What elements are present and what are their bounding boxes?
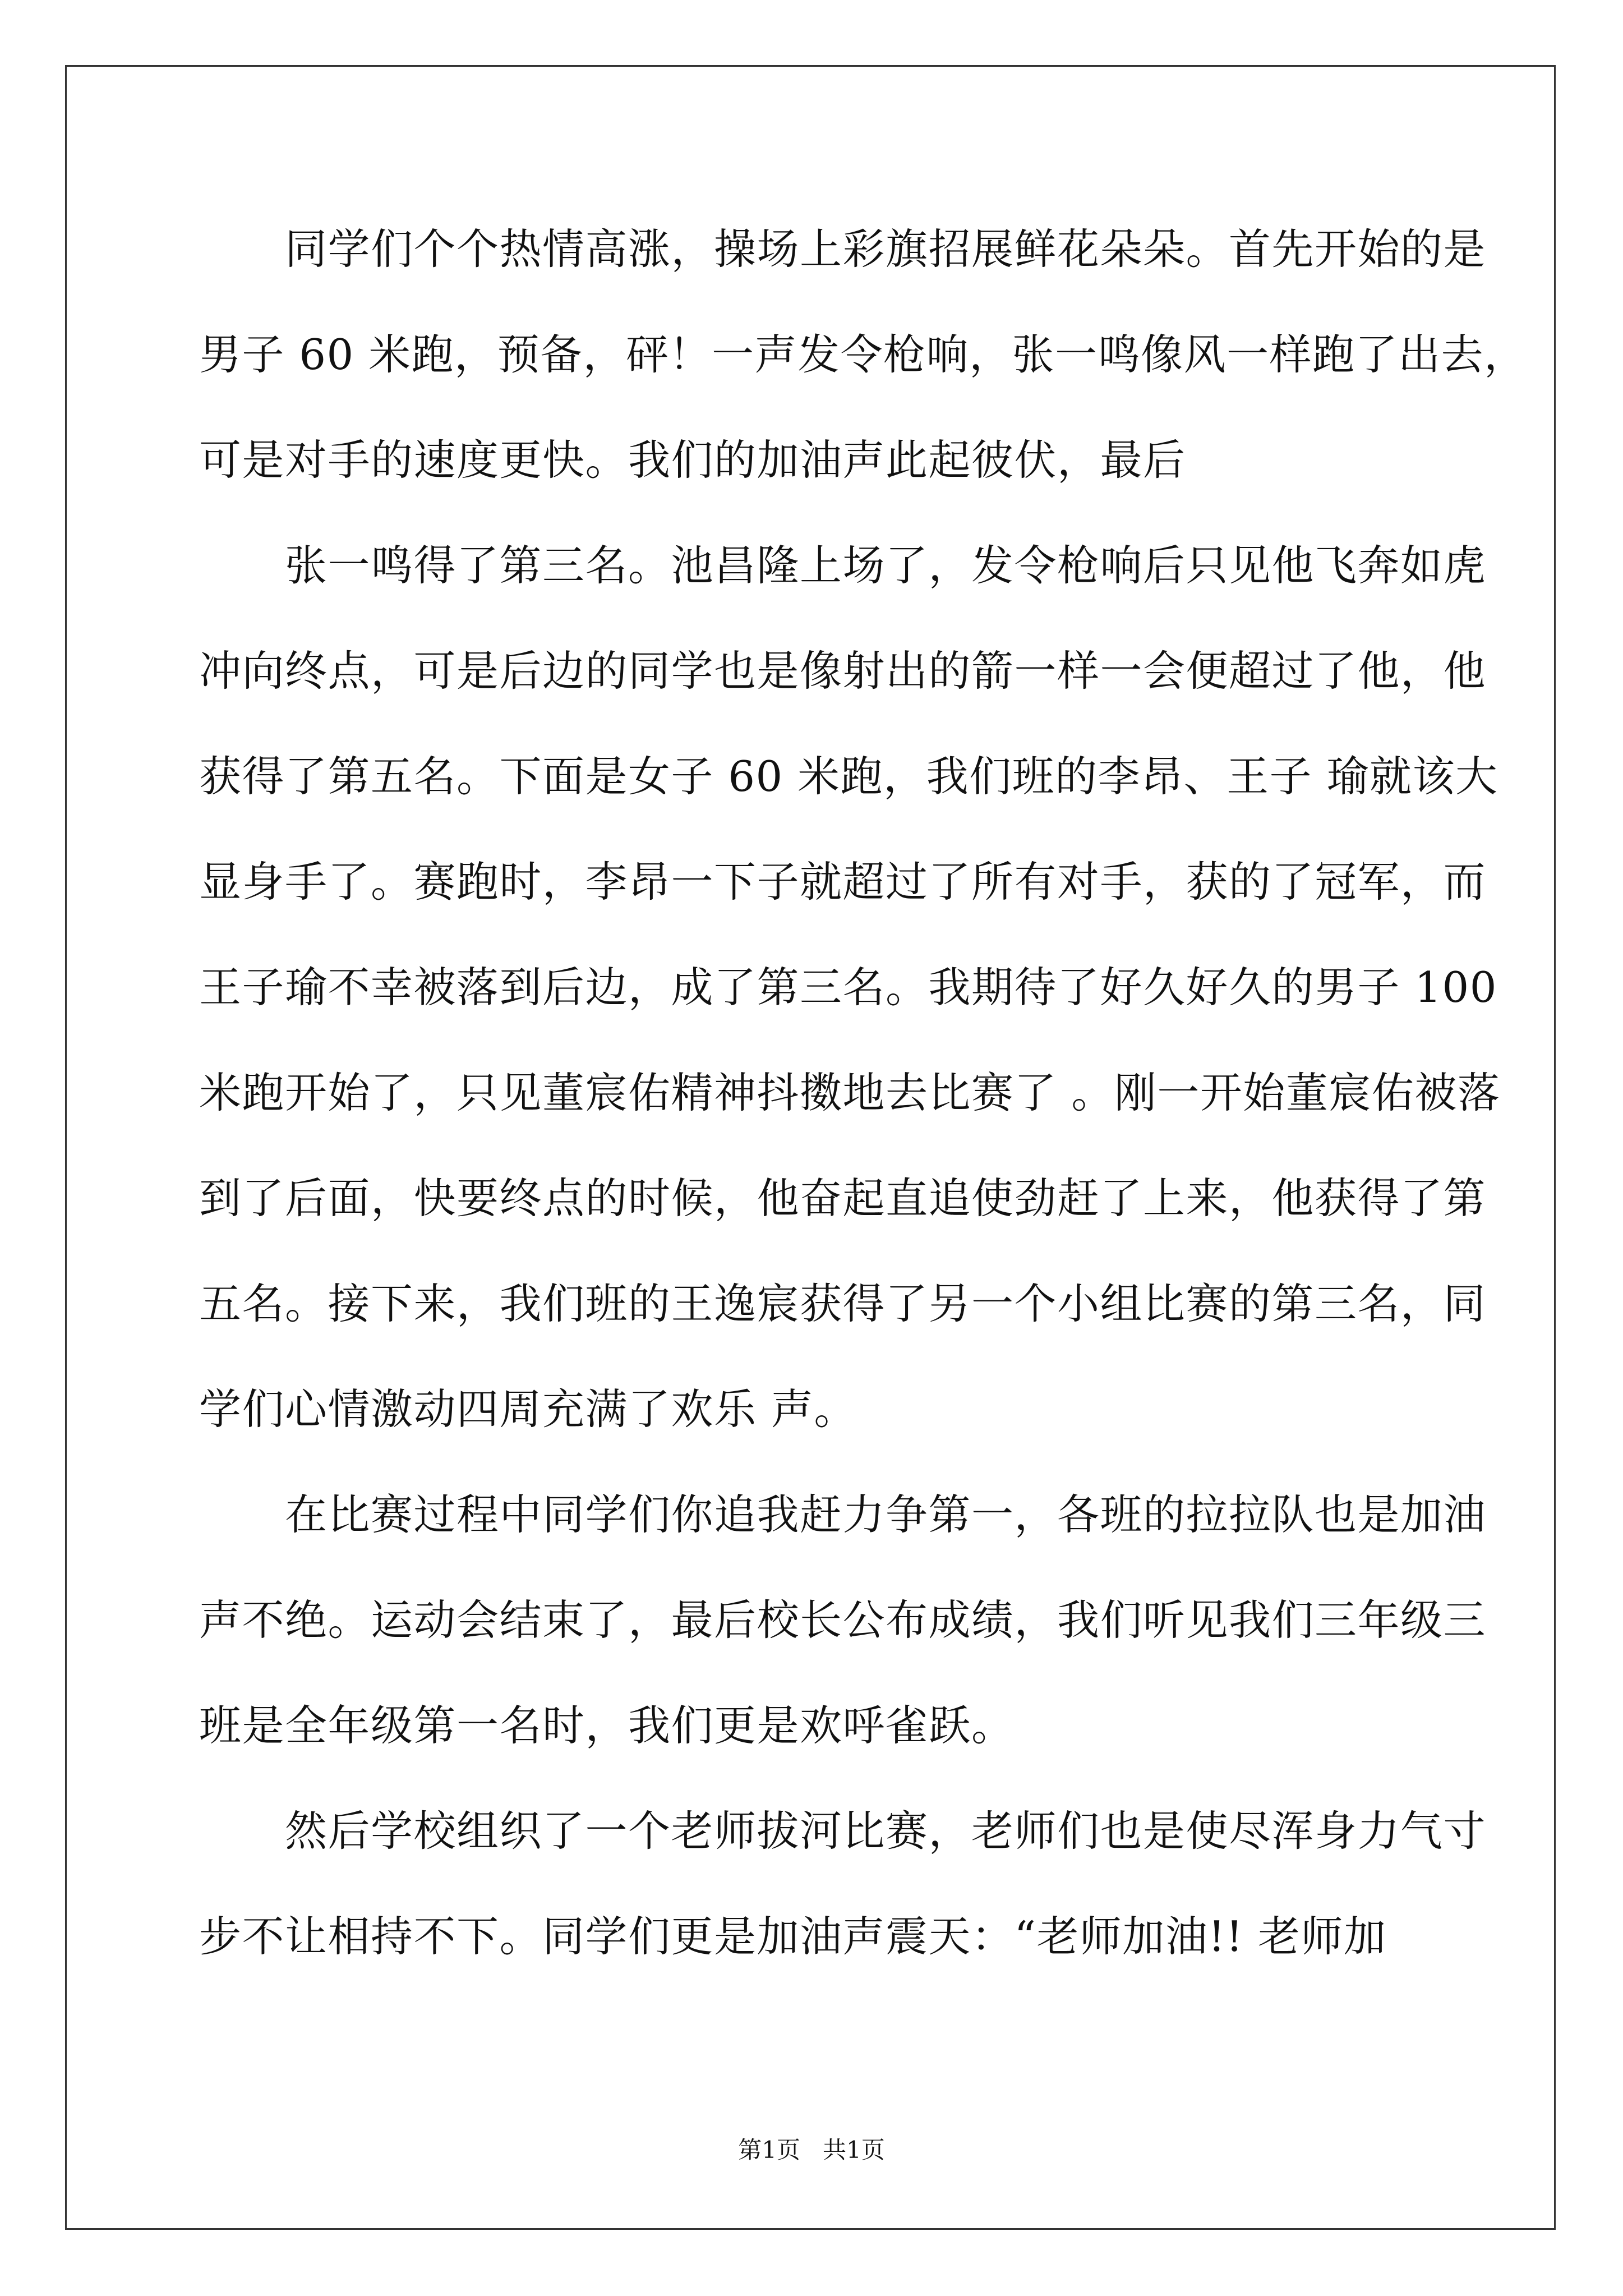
text-line: 男子 60 米跑，预备，砰！一声发令枪响，张一鸣像风一样跑了出去， (199, 330, 1527, 379)
text-line: 同学们个个热情高涨，操场上彩旗招展鲜花朵朵。首先开始的是 (199, 224, 1487, 274)
page-footer: 第1页 共1页 (738, 2136, 885, 2164)
text-line: 显身手了。赛跑时，李昂一下子就超过了所有对手，获的了冠军，而 (199, 857, 1487, 907)
text-line: 声不绝。运动会结束了，最后校长公布成绩，我们听见我们三年级三 (199, 1595, 1487, 1645)
document-body (199, 213, 1527, 2006)
text-line: 五名。接下来，我们班的王逸宸获得了另一个小组比赛的第三名，同 (199, 1279, 1487, 1328)
text-line: 学们心情激动四周充满了欢乐 声。 (199, 1384, 857, 1434)
text-line: 然后学校组织了一个老师拔河比赛，老师们也是使尽浑身力气寸 (199, 1806, 1487, 1856)
text-line: 班是全年级第一名时，我们更是欢呼雀跃。 (199, 1701, 1015, 1750)
text-line: 冲向终点，可是后边的同学也是像射出的箭一样一会便超过了他，他 (199, 646, 1487, 696)
text-line: 获得了第五名。下面是女子 60 米跑，我们班的李昂、王子 瑜就该大 (199, 752, 1498, 801)
text-line: 可是对手的速度更快。我们的加油声此起彼伏，最后 (199, 435, 1186, 485)
text-line: 张一鸣得了第三名。池昌隆上场了，发令枪响后只见他飞奔如虎 (199, 541, 1487, 590)
text-line: 王子瑜不幸被落到后边，成了第三名。我期待了好久好久的男子 100 (199, 963, 1497, 1012)
text-line: 到了后面，快要终点的时候，他奋起直追使劲赶了上来，他获得了第 (199, 1174, 1487, 1223)
text-line: 在比赛过程中同学们你追我赶力争第一，各班的拉拉队也是加油 (199, 1490, 1487, 1539)
text-line: 米跑开始了，只见董宸佑精神抖擞地去比赛了 。刚一开始董宸佑被落 (199, 1068, 1501, 1117)
text-line: 步不让相持不下。同学们更是加油声震天：“老师加油!! 老师加 (199, 1912, 1387, 1961)
